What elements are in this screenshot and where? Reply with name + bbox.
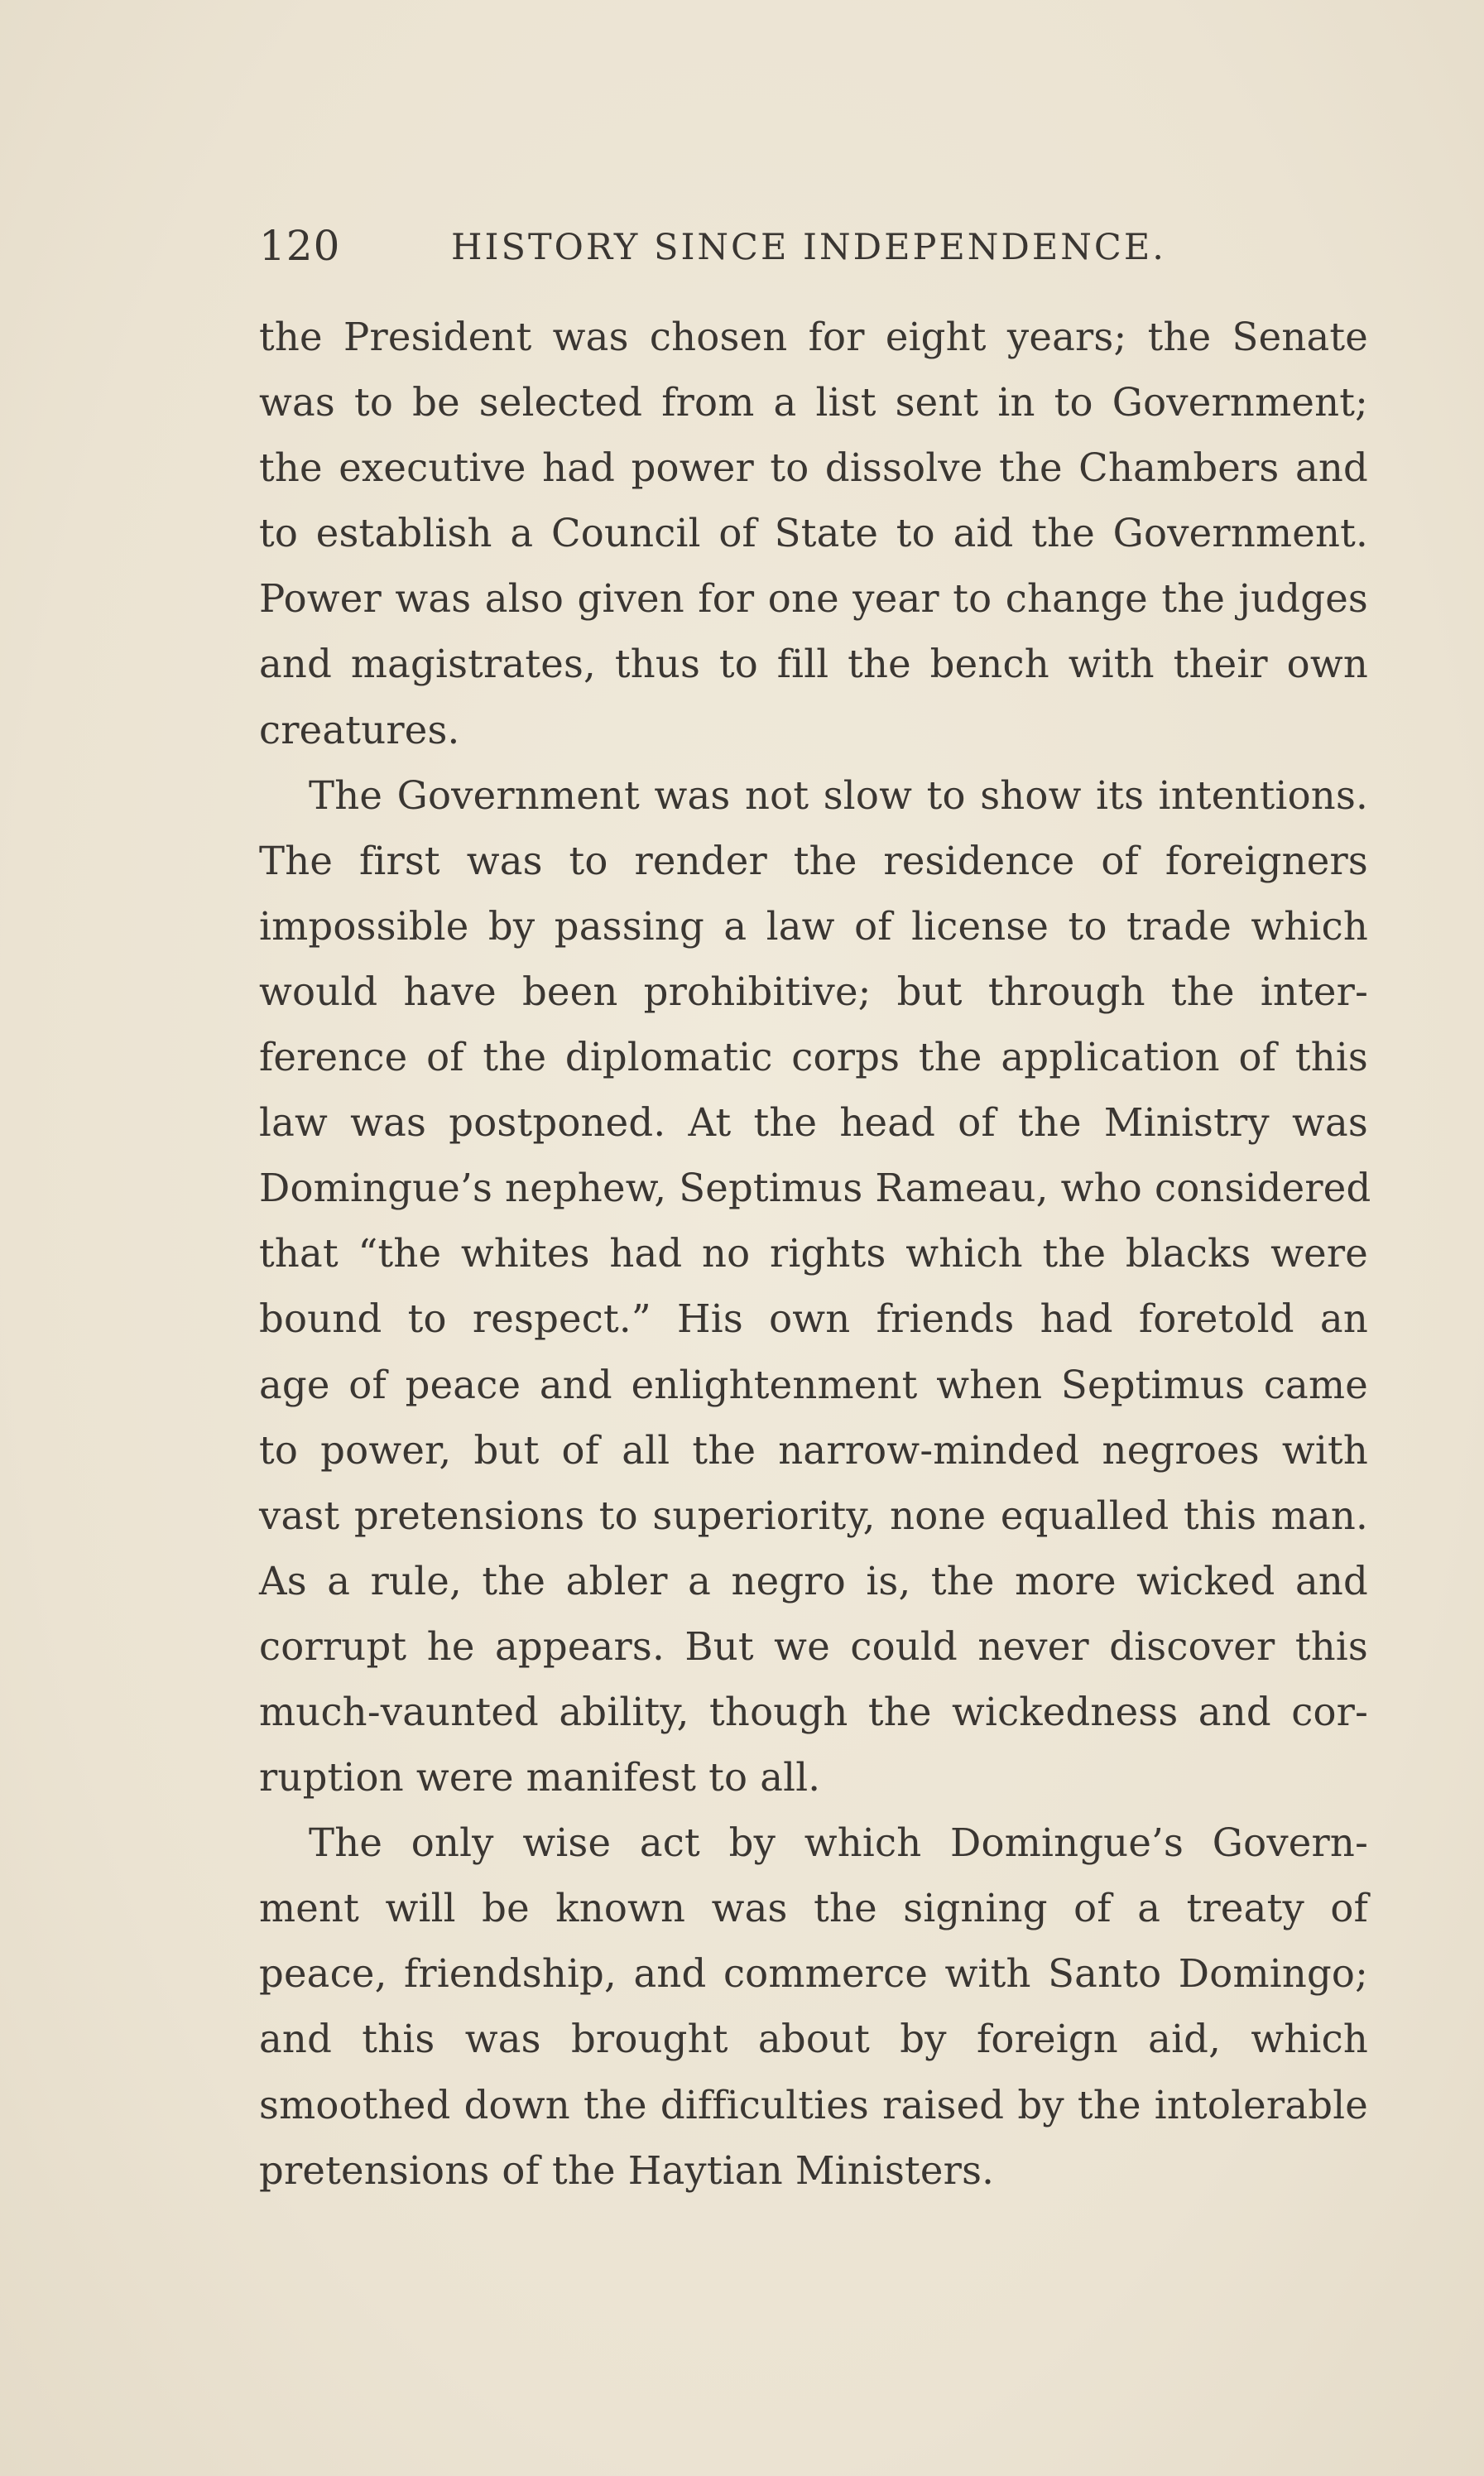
- text-line: ference of the diplomatic corps the application of this: [259, 1035, 1368, 1080]
- text-line: pretensions of the Haytian Ministers.: [259, 2147, 995, 2193]
- text-line: was to be selected from a list sent in to Government;: [259, 380, 1368, 425]
- text-line: age of peace and enlightenment when Septimus came: [259, 1362, 1368, 1407]
- text-line: The first was to render the residence of foreigners: [259, 838, 1368, 883]
- text-line: creatures.: [259, 707, 460, 752]
- page-header: [259, 222, 1368, 280]
- text-line: corrupt he appears. But we could never discover this: [259, 1623, 1368, 1669]
- text-line: that “the whites had no rights which the blacks were: [259, 1231, 1368, 1276]
- text-line: impossible by passing a law of license to trade which: [259, 903, 1368, 949]
- text-line: The Government was not slow to show its intentions.: [309, 772, 1368, 818]
- text-line: to power, but of all the narrow-minded negroes with: [259, 1427, 1368, 1473]
- text-line: ment will be known was the signing of a treaty of: [259, 1886, 1368, 1931]
- text-line: bound to respect.” His own friends had foretold an: [259, 1296, 1368, 1342]
- page-number: 120: [259, 222, 341, 270]
- text-line: to establish a Council of State to aid the Government.: [259, 511, 1368, 556]
- text-line: vast pretensions to superiority, none equalled this man.: [259, 1493, 1368, 1538]
- text-line: would have been prohibitive; but through the inter-: [259, 969, 1368, 1014]
- text-line: and this was brought about by foreign aid, which: [259, 2017, 1368, 2062]
- body-text: [259, 305, 1371, 2204]
- text-line: the executive had power to dissolve the Chambers and: [259, 445, 1368, 491]
- text-line: The only wise act by which Domingue’s Govern-: [309, 1820, 1368, 1866]
- text-line: much-vaunted ability, though the wickedness and cor-: [259, 1689, 1368, 1734]
- text-line: peace, friendship, and commerce with Santo Domingo;: [259, 1951, 1368, 1997]
- text-line: smoothed down the difficulties raised by the intolerable: [259, 2082, 1368, 2127]
- text-line: ruption were manifest to all.: [259, 1755, 821, 1801]
- text-line: As a rule, the abler a negro is, the more wicked and: [259, 1558, 1368, 1603]
- text-line: law was postponed. At the head of the Ministry was: [259, 1100, 1368, 1146]
- running-head: HISTORY SINCE INDEPENDENCE.: [451, 227, 1166, 268]
- text-line: Power was also given for one year to change the judges: [259, 576, 1368, 622]
- text-line: Domingue’s nephew, Septimus Rameau, who considered: [259, 1166, 1371, 1211]
- text-line: the President was chosen for eight years; the Senate: [259, 315, 1368, 359]
- text-line: and magistrates, thus to fill the bench with their own: [259, 642, 1368, 687]
